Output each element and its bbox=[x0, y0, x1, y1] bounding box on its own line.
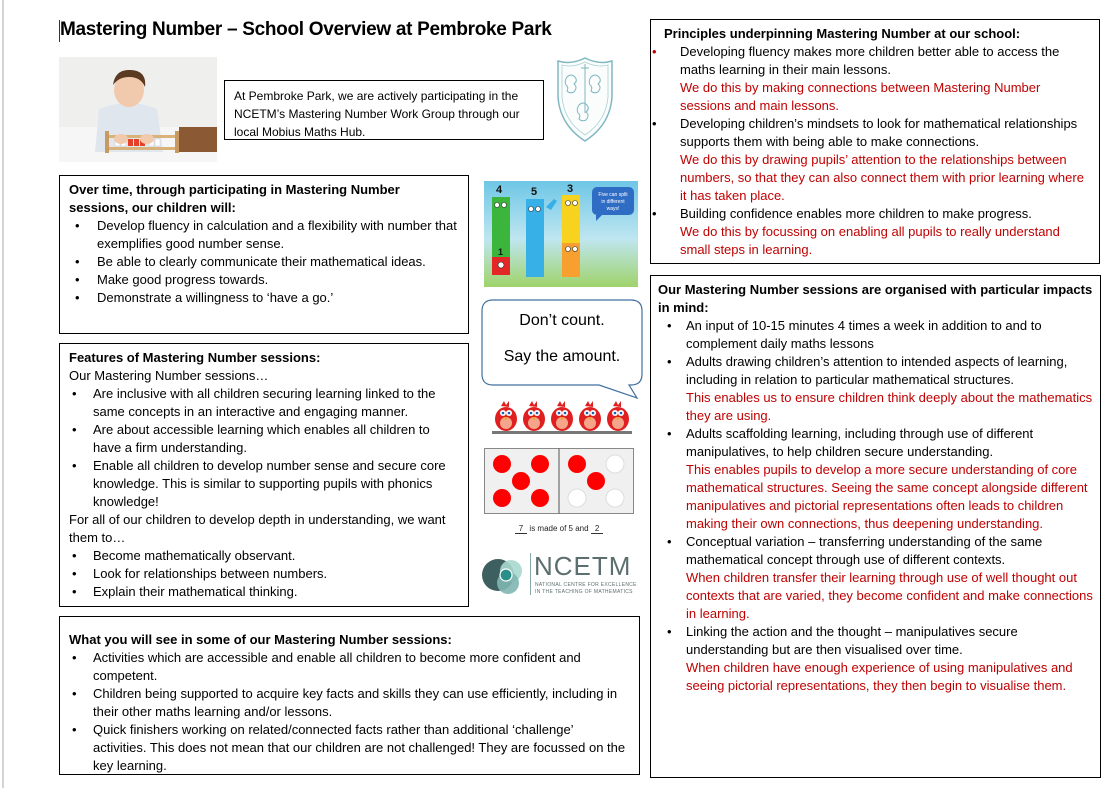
principle-text: Building confidence enables more children to make progress. bbox=[680, 206, 1032, 221]
ncetm-subtitle-2: IN THE TEACHING OF MATHEMATICS bbox=[535, 589, 633, 595]
see-item bbox=[69, 649, 630, 685]
see-item-text: Quick finishers working on related/connected facts rather than additional ‘challenge’ activities. This does not mean that our children are not challenged! They are focussed on the key learning. bbox=[93, 722, 626, 773]
ten-frame-dot bbox=[606, 455, 624, 473]
ten-frame-dot bbox=[568, 489, 586, 507]
depth-item bbox=[69, 565, 459, 583]
bullet-icon: • bbox=[72, 458, 77, 473]
depth-item bbox=[69, 547, 459, 565]
principle-text: Developing children’s mindsets to look for mathematical relationships supports them with being able to make connections. bbox=[680, 116, 1078, 149]
bullet-icon: • bbox=[72, 650, 77, 665]
bullet-icon: • bbox=[72, 422, 77, 437]
over-time-item-text: Demonstrate a willingness to ‘have a go.’ bbox=[97, 290, 334, 305]
caption-blank-part: 2 bbox=[591, 524, 603, 534]
impacts-box bbox=[650, 275, 1101, 778]
bird-icon bbox=[523, 401, 545, 431]
principle-note: We do this by drawing pupils’ attention to the relationships between numbers, so that they can also connect them with prior learning where it has taken place. bbox=[680, 152, 1084, 203]
impacts-list bbox=[658, 317, 1093, 695]
impact-item bbox=[658, 317, 1093, 353]
bullet-icon: • bbox=[667, 318, 672, 333]
intro-text: At Pembroke Park, we are actively participating in the NCETM’s Mastering Number Work Group through our local Mobius Maths Hub. bbox=[234, 89, 520, 139]
bullet-icon: • bbox=[667, 426, 672, 441]
feature-item-text: Are about accessible learning which enables all children to have a firm understanding. bbox=[93, 422, 430, 455]
over-time-item bbox=[69, 289, 459, 307]
principle-note: We do this by making connections between Mastering Number sessions and main lessons. bbox=[680, 80, 1041, 113]
principles-list bbox=[652, 43, 1086, 259]
speech-line-1: Don’t count. bbox=[519, 312, 605, 329]
principle-item bbox=[652, 115, 1086, 205]
bullet-icon: • bbox=[667, 624, 672, 639]
features-heading: Features of Mastering Number sessions: bbox=[69, 350, 321, 365]
ncetm-subtitle-1: NATIONAL CENTRE FOR EXCELLENCE bbox=[535, 582, 637, 588]
svg-text:Five can split: Five can split bbox=[598, 192, 628, 198]
depth-item bbox=[69, 583, 459, 601]
numberblocks-image bbox=[484, 181, 638, 287]
features-intro: Our Mastering Number sessions… bbox=[69, 368, 269, 383]
bullet-icon: • bbox=[667, 354, 672, 369]
impact-note: This enables us to ensure children think deeply about the mathematics they are using. bbox=[686, 390, 1093, 423]
feature-item bbox=[69, 385, 459, 421]
bullet-icon: • bbox=[667, 534, 672, 549]
ncetm-logo bbox=[481, 551, 641, 597]
bullet-icon: • bbox=[75, 254, 80, 269]
principle-item bbox=[652, 205, 1086, 259]
bullet-icon: • bbox=[652, 44, 657, 59]
caption-blank-total: 7 bbox=[515, 524, 527, 534]
ten-frame-dot bbox=[493, 455, 511, 473]
ten-frame-image bbox=[484, 448, 634, 514]
wire bbox=[492, 431, 632, 434]
see-item bbox=[69, 685, 630, 721]
what-you-will-see-box bbox=[59, 616, 640, 775]
svg-text:ways!: ways! bbox=[606, 206, 620, 212]
over-time-item bbox=[69, 217, 459, 253]
depth-item-text: Explain their mathematical thinking. bbox=[93, 584, 298, 599]
feature-item bbox=[69, 421, 459, 457]
ten-frame-dot bbox=[493, 489, 511, 507]
ten-frame-caption bbox=[484, 524, 634, 533]
svg-text:in different: in different bbox=[601, 199, 625, 205]
bullet-icon: • bbox=[652, 116, 657, 131]
impact-text: Conceptual variation – transferring understanding of the same mathematical concept through use of different contexts. bbox=[686, 534, 1043, 567]
bird-icon bbox=[579, 401, 601, 431]
over-time-item-text: Make good progress towards. bbox=[97, 272, 269, 287]
ncetm-name: NCETM bbox=[534, 551, 632, 581]
see-item-text: Children being supported to acquire key facts and skills they can use efficiently, including in their other maths learning and/or lessons. bbox=[93, 686, 618, 719]
impact-note: This enables pupils to develop a more secure understanding of core mathematical structures. Seeing the same concept alongside different manipulatives and pictorial representations often leads to children making their own connections, thus deepening understanding. bbox=[686, 462, 1088, 531]
bullet-icon: • bbox=[72, 584, 77, 599]
impact-item bbox=[658, 425, 1093, 533]
school-crest-icon bbox=[555, 55, 615, 145]
over-time-heading: Over time, through participating in Mastering Number sessions, our children will: bbox=[69, 182, 400, 215]
impact-text: An input of 10-15 minutes 4 times a week in addition to and to complement daily maths lessons bbox=[686, 318, 1042, 351]
bullet-icon: • bbox=[72, 566, 77, 581]
ten-frame-dot bbox=[531, 489, 549, 507]
features-box bbox=[59, 343, 469, 607]
bird-icon bbox=[607, 401, 629, 431]
page-edge-line bbox=[2, 0, 4, 788]
numberblock-label: 5 bbox=[531, 186, 538, 198]
impact-note: When children have enough experience of using manipulatives and seeing pictorial representations, they then begin to visualise them. bbox=[686, 660, 1073, 693]
bullet-icon: • bbox=[652, 206, 657, 221]
feature-item-text: Enable all children to develop number sense and secure core knowledge. This is similar to supporting pupils with phonics knowledge! bbox=[93, 458, 446, 509]
impact-text: Adults drawing children’s attention to intended aspects of learning, including in relation to particular mathematical structures. bbox=[686, 354, 1068, 387]
bullet-icon: • bbox=[75, 272, 80, 287]
bullet-icon: • bbox=[72, 548, 77, 563]
over-time-box bbox=[59, 175, 469, 334]
features-list bbox=[69, 385, 459, 511]
bird-icon bbox=[495, 401, 517, 431]
bird-icon bbox=[551, 401, 573, 431]
numberblock-label: 1 bbox=[498, 247, 504, 257]
features-depth-intro: For all of our children to develop depth in understanding, we want them to… bbox=[69, 512, 446, 545]
ten-frame-dot bbox=[531, 455, 549, 473]
over-time-list bbox=[69, 217, 459, 307]
over-time-item bbox=[69, 271, 459, 289]
principles-heading: Principles underpinning Mastering Number at our school: bbox=[664, 26, 1021, 41]
ncetm-divider bbox=[530, 553, 531, 595]
bullet-icon: • bbox=[72, 386, 77, 401]
impact-text: Adults scaffolding learning, including through use of different manipulatives, to help children secure understanding. bbox=[686, 426, 1034, 459]
bullet-icon: • bbox=[75, 218, 80, 233]
impact-item bbox=[658, 353, 1093, 425]
page-title: Mastering Number – School Overview at Pembroke Park bbox=[60, 19, 552, 40]
numberblock-label: 4 bbox=[496, 184, 503, 196]
impacts-heading: Our Mastering Number sessions are organised with particular impacts in mind: bbox=[658, 282, 1093, 315]
over-time-item-text: Be able to clearly communicate their mathematical ideas. bbox=[97, 254, 426, 269]
bullet-icon: • bbox=[72, 722, 77, 737]
child-abacus-photo bbox=[59, 57, 217, 162]
features-depth-list bbox=[69, 547, 459, 601]
principles-box bbox=[650, 19, 1100, 264]
speech-line-2: Say the amount. bbox=[503, 348, 621, 365]
numberblock-label: 3 bbox=[567, 183, 574, 195]
see-heading: What you will see in some of our Mastering Number sessions: bbox=[69, 632, 452, 647]
caption-text: is made of 5 and bbox=[529, 524, 589, 533]
feature-item-text: Are inclusive with all children securing learning linked to the same concepts in an interactive and engaging manner. bbox=[93, 386, 436, 419]
speech-bubble bbox=[481, 299, 643, 399]
ten-frame-dot bbox=[606, 489, 624, 507]
impact-item bbox=[658, 623, 1093, 695]
bullet-icon: • bbox=[75, 290, 80, 305]
depth-item-text: Become mathematically observant. bbox=[93, 548, 296, 563]
principle-text: Developing fluency makes more children better able to access the maths learning in their main lessons. bbox=[680, 44, 1060, 77]
principle-item bbox=[652, 43, 1086, 115]
ten-frame-dot bbox=[568, 455, 586, 473]
principle-note: We do this by focussing on enabling all pupils to really understand small steps in learning. bbox=[680, 224, 1060, 257]
over-time-item-text: Develop fluency in calculation and a flexibility with number that exemplifies good number sense. bbox=[97, 218, 457, 251]
birds-on-wire-image bbox=[492, 400, 632, 436]
depth-item-text: Look for relationships between numbers. bbox=[93, 566, 328, 581]
bullet-icon: • bbox=[72, 686, 77, 701]
intro-box bbox=[224, 80, 544, 140]
impact-text: Linking the action and the thought – manipulatives secure understanding but are then visualised over time. bbox=[686, 624, 1018, 657]
see-item-text: Activities which are accessible and enable all children to become more confident and competent. bbox=[93, 650, 581, 683]
feature-item bbox=[69, 457, 459, 511]
impact-note: When children transfer their learning through use of well thought out contexts that are varied, they become confident and make connections in learning. bbox=[686, 570, 1093, 621]
see-item bbox=[69, 721, 630, 775]
ten-frame-dot bbox=[512, 472, 530, 490]
ten-frame-dot bbox=[587, 472, 605, 490]
over-time-item bbox=[69, 253, 459, 271]
see-list bbox=[69, 649, 630, 775]
impact-item bbox=[658, 533, 1093, 623]
